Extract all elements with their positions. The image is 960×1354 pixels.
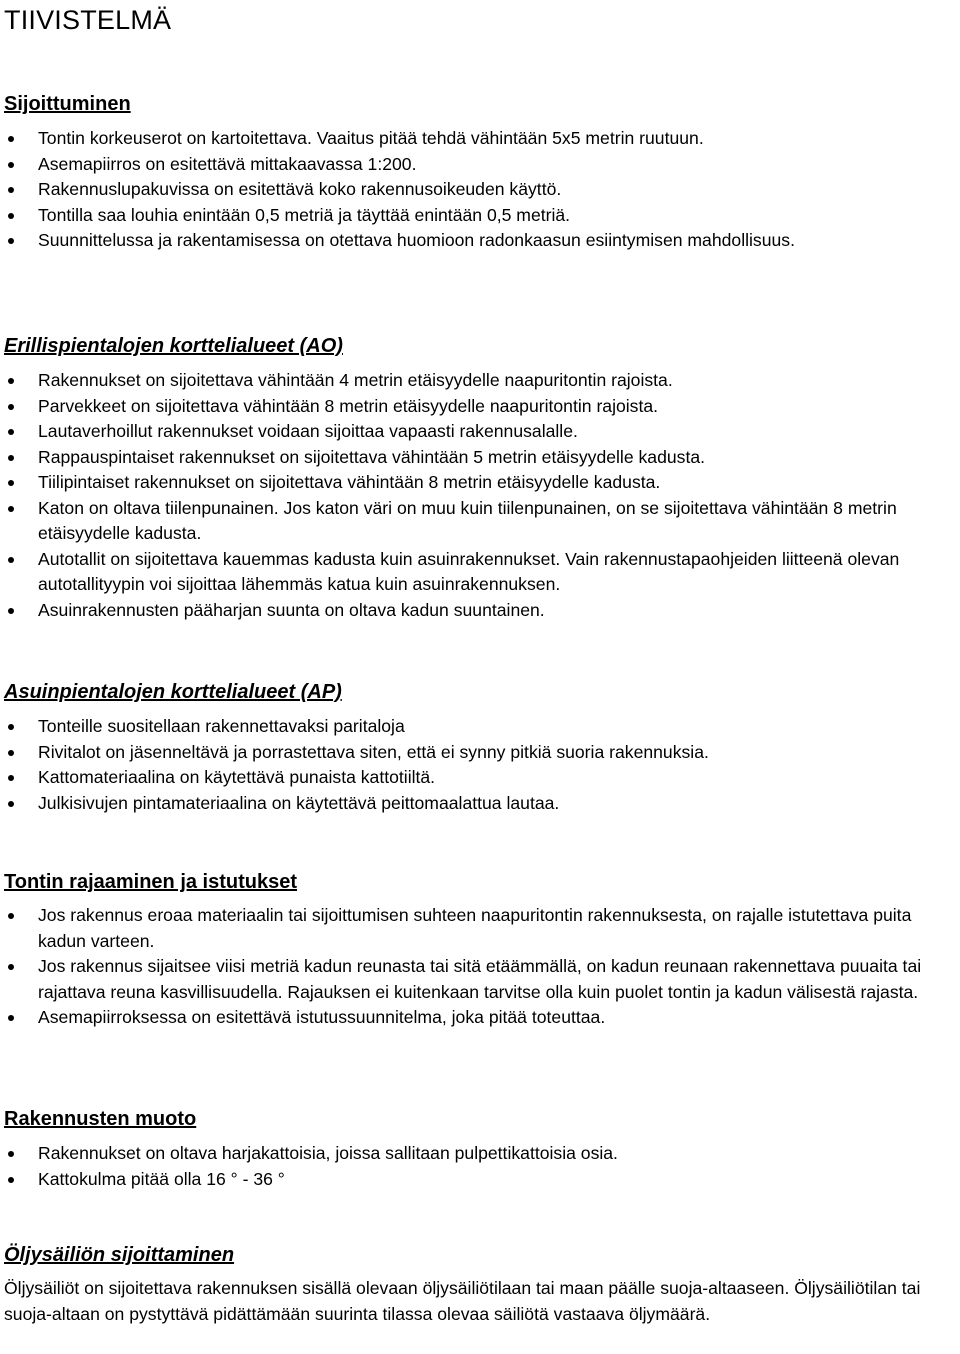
list-item: Tonteille suositellaan rakennettavaksi paritaloja: [0, 714, 940, 740]
list-item: Rakennukset on sijoitettava vähintään 4 metrin etäisyydelle naapuritontin rajoista.: [0, 368, 940, 394]
list-item: Tiilipintaiset rakennukset on sijoitettava vähintään 8 metrin etäisyydelle kadusta.: [0, 470, 940, 496]
section-heading-tontin-rajaaminen: Tontin rajaaminen ja istutukset: [4, 871, 298, 893]
list-item: Rivitalot on jäsenneltävä ja porrastettava siten, että ei synny pitkiä suoria rakennuksia.: [0, 740, 940, 766]
list-item: Tontilla saa louhia enintään 0,5 metriä ja täyttää enintään 0,5 metriä.: [0, 203, 940, 229]
list-item: Suunnittelussa ja rakentamisessa on otettava huomioon radonkaasun esiintymisen mahdollisuus.: [0, 228, 940, 254]
list-item: Rakennukset on oltava harjakattoisia, joissa sallitaan pulpettikattoisia osia.: [0, 1141, 940, 1167]
list-item: Tontin korkeuserot on kartoitettava. Vaaitus pitää tehdä vähintään 5x5 metrin ruutuun.: [0, 126, 940, 152]
bullet-list-ao: [0, 368, 940, 623]
list-item: Kattomateriaalina on käytettävä punaista kattotiiltä.: [0, 765, 940, 791]
list-item: Autotallit on sijoitettava kauemmas kadusta kuin asuinrakennukset. Vain rakennustapaohjeiden liitteenä olevan autotallityypin voi sijoittaa lähemmäs katua kuin asuinrakennuksen.: [0, 547, 940, 598]
bullet-list-rakennusten-muoto: [0, 1141, 940, 1192]
list-item: Jos rakennus sijaitsee viisi metriä kadun reunasta tai sitä etäämmällä, on kadun reunaan rakennettava puuaita tai rajattava reuna kasvillisuudella. Rajauksen ei kuitenkaan tarvitse olla kuin puolet tontin ja kadun välisestä rajasta.: [0, 954, 940, 1005]
section-heading-rakennusten-muoto: Rakennusten muoto: [4, 1108, 197, 1130]
list-item: Jos rakennus eroaa materiaalin tai sijoittumisen suhteen naapuritontin rakennuksesta, on rajalle istutettava puita kadun varteen.: [0, 903, 940, 954]
list-item: Rakennuslupakuvissa on esitettävä koko rakennusoikeuden käyttö.: [0, 177, 940, 203]
section-heading-ap: Asuinpientalojen korttelialueet (AP): [4, 681, 342, 703]
list-item: Rappauspintaiset rakennukset on sijoitettava vähintään 5 metrin etäisyydelle kadusta.: [0, 445, 940, 471]
bullet-list-tontin-rajaaminen: [0, 903, 940, 1031]
list-item: Julkisivujen pintamateriaalina on käytettävä peittomaalattua lautaa.: [0, 791, 940, 817]
section-paragraph-oljysailion: Öljysäiliöt on sijoitettava rakennuksen sisällä olevaan öljysäiliötilaan tai maan päälle suoja-altaaseen. Öljysäiliötilan tai suoja-altaan on pystyttävä pidättämään suurinta tilassa olevaa säiliötä vastaava öljymäärä.: [4, 1278, 921, 1324]
section-heading-oljysailion-sijoittaminen: Öljysäiliön sijoittaminen: [4, 1244, 235, 1266]
list-item: Asemapiirros on esitettävä mittakaavassa 1:200.: [0, 152, 940, 178]
list-item: Lautaverhoillut rakennukset voidaan sijoittaa vapaasti rakennusalalle.: [0, 419, 940, 445]
list-item: Katon on oltava tiilenpunainen. Jos katon väri on muu kuin tiilenpunainen, on se sijoitettava vähintään 8 metrin etäisyydelle kadusta.: [0, 496, 940, 547]
list-item: Parvekkeet on sijoitettava vähintään 8 metrin etäisyydelle naapuritontin rajoista.: [0, 394, 940, 420]
section-heading-sijoittuminen: Sijoittuminen: [4, 93, 131, 115]
list-item: Asuinrakennusten pääharjan suunta on oltava kadun suuntainen.: [0, 598, 940, 624]
bullet-list-sijoittuminen: [0, 126, 940, 254]
document-title: TIIVISTELMÄ: [4, 5, 172, 35]
list-item: Asemapiirroksessa on esitettävä istutussuunnitelma, joka pitää toteuttaa.: [0, 1005, 940, 1031]
bullet-list-ap: [0, 714, 940, 816]
list-item: Kattokulma pitää olla 16 ° - 36 °: [0, 1167, 940, 1193]
section-heading-ao: Erillispientalojen korttelialueet (AO): [4, 335, 343, 357]
